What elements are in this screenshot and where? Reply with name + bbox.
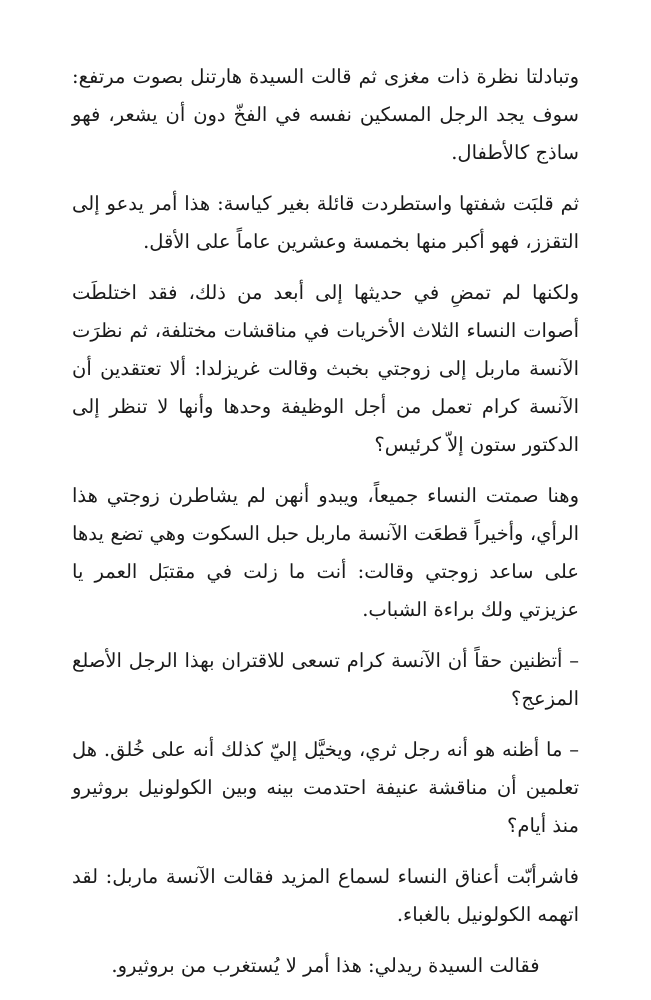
paragraph-6-dialogue: – ما أظنه هو أنه رجل ثري، ويخيَّل إليّ كذلك أنه على خُلق. هل تعلمين أن مناقشة عنيفة احتدمت بينه وبين الكولونيل بروثيرو منذ أيام؟ <box>72 738 579 837</box>
paragraph-7: فاشرأبّت أعناق النساء لسماع المزيد فقالت الآنسة ماربل: لقد اتهمه الكولونيل بالغباء. <box>72 865 579 926</box>
paragraph-4: وهنا صمتت النساء جميعاً، ويبدو أنهن لم يشاطرن زوجتي هذا الرأي، وأخيراً قطعَت الآنسة ماربل حبل السكوت وهي تضع يدها على ساعد زوجتي وقالت: أنت ما زلت في مقتبَل العمر يا عزيزتي ولك براءة الشباب. <box>72 484 579 621</box>
paragraph-1: وتبادلتا نظرة ذات مغزى ثم قالت السيدة هارتنل بصوت مرتفع: سوف يجد الرجل المسكين نفسه في الفخّ دون أن يشعر، فهو ساذج كالأطفال. <box>72 65 579 164</box>
paragraph-3: ولكنها لم تمضِ في حديثها إلى أبعد من ذلك، فقد اختلطَت أصوات النساء الثلاث الأخريات في مناقشات مختلفة، ثم نظرَت الآنسة ماربل إلى زوجتي بخبث وقالت غريزلدا: ألا تعتقدين أن الآنسة كرام تعمل من أجل الوظيفة وحدها وأنها لا تنظر إلى الدكتور ستون إلاّ كرئيس؟ <box>72 281 579 456</box>
paragraph-8: فقالت السيدة ريدلي: هذا أمر لا يُستغرب من بروثيرو. <box>111 954 540 977</box>
paragraph-2: ثم قلبَت شفتها واستطردت قائلة بغير كياسة: هذا أمر يدعو إلى التقزز، فهو أكبر منها بخمسة وعشرين عاماً على الأقل. <box>72 192 579 253</box>
paragraph-5-dialogue: – أتظنين حقاً أن الآنسة كرام تسعى للاقتران بهذا الرجل الأصلع المزعج؟ <box>72 649 579 710</box>
